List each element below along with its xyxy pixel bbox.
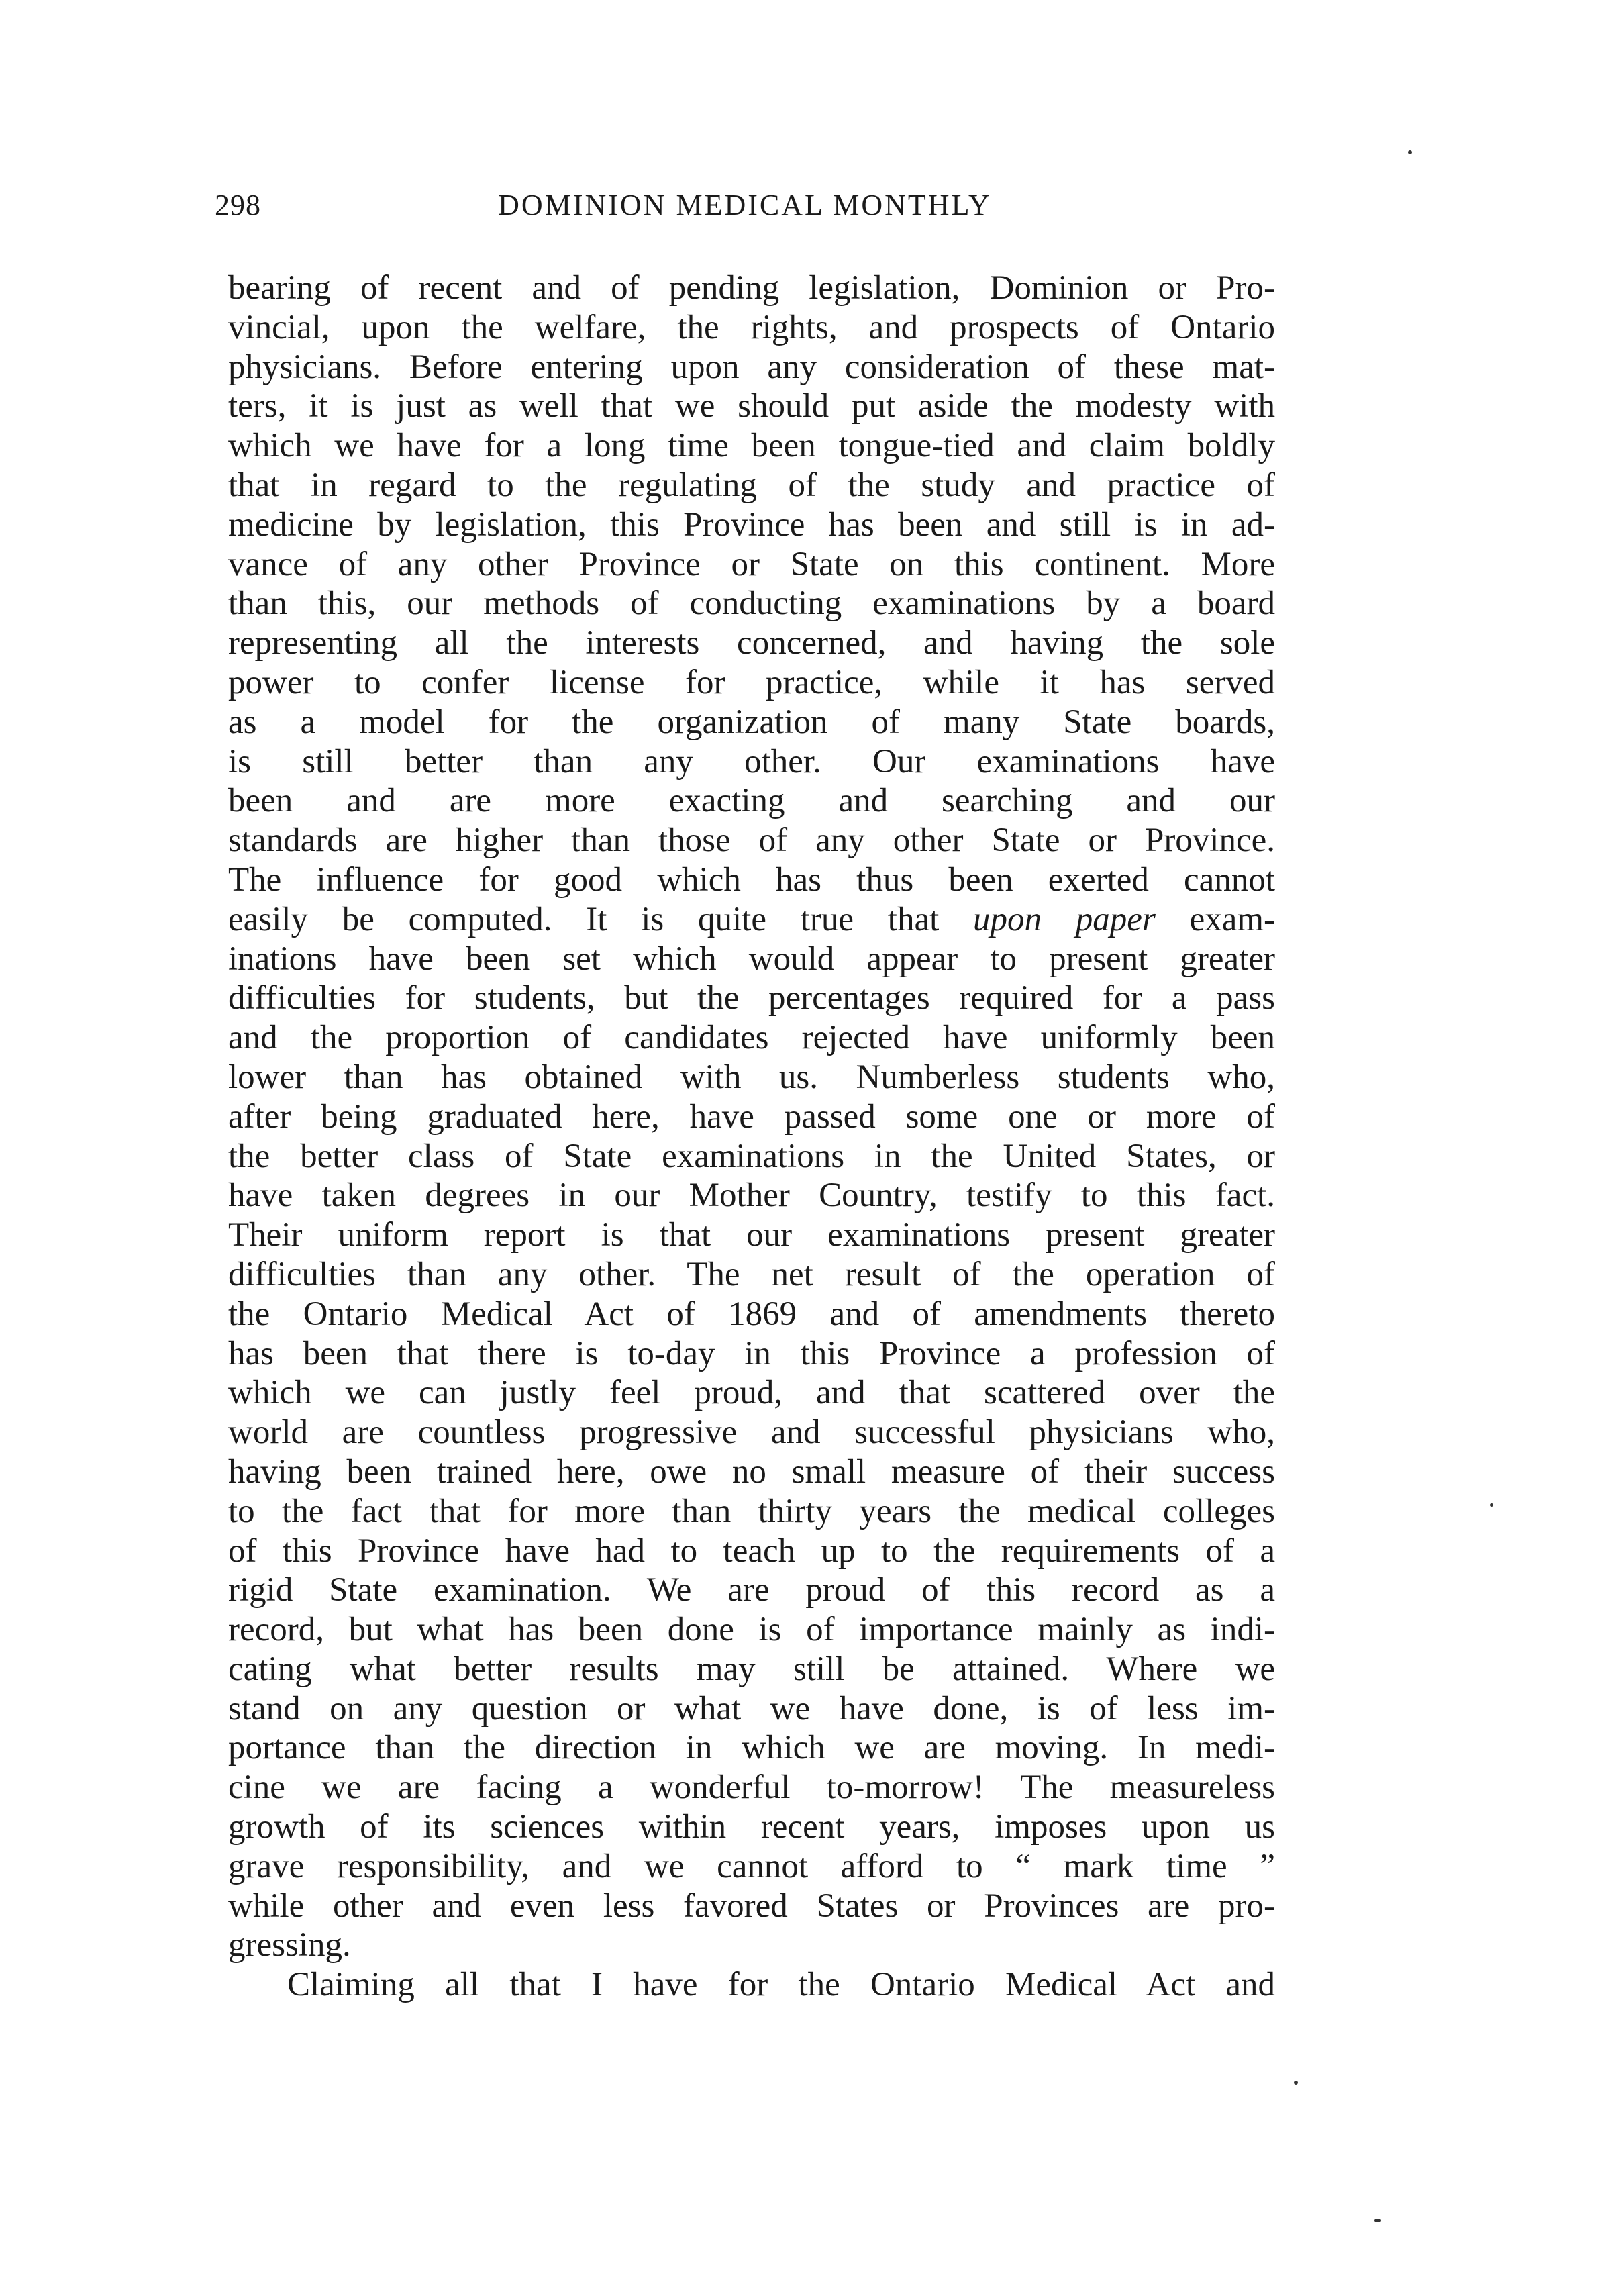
text-line: record, but what has been done is of importance mainly as indi- xyxy=(228,1611,1275,1649)
scan-speck xyxy=(1374,2219,1381,2222)
text-line: the Ontario Medical Act of 1869 and of amendments thereto xyxy=(228,1295,1275,1333)
text-line: after being graduated here, have passed some one or more of xyxy=(228,1097,1275,1136)
text-line: vincial, upon the welfare, the rights, and prospects of Ontario xyxy=(228,308,1275,346)
text-line: which we can justly feel proud, and that scattered over the xyxy=(228,1374,1275,1412)
text-line: cating what better results may still be attained. Where we xyxy=(228,1650,1275,1688)
text-line: have taken degrees in our Mother Country, testify to this fact. xyxy=(228,1177,1275,1215)
text-line: lower than has obtained with us. Numberless students who, xyxy=(228,1058,1275,1096)
text-line: cine we are facing a wonderful to-morrow! The measureless xyxy=(228,1768,1275,1807)
text-line: The influence for good which has thus been exerted cannot xyxy=(228,860,1275,899)
text-line: that in regard to the regulating of the study and practice of xyxy=(228,466,1275,504)
text-line: world are countless progressive and successful physicians who, xyxy=(228,1413,1275,1452)
page-header xyxy=(215,188,1275,235)
scan-speck xyxy=(1294,2081,1298,2085)
text-line: to the fact that for more than thirty years the medical colleges xyxy=(228,1492,1275,1530)
text-line: the better class of State examinations in the United States, or xyxy=(228,1137,1275,1175)
text-line: been and are more exacting and searching and our xyxy=(228,782,1275,820)
text-line: gressing. xyxy=(228,1926,351,1964)
text-line: physicians. Before entering upon any consideration of these mat- xyxy=(228,348,1275,386)
text-line: difficulties than any other. The net result of the operation of xyxy=(228,1255,1275,1293)
text-line: representing all the interests concerned, and having the sole xyxy=(228,624,1275,662)
text-line: vance of any other Province or State on this continent. More xyxy=(228,545,1275,583)
text-line: difficulties for students, but the percentages required for a pass xyxy=(228,979,1275,1017)
text-line: portance than the direction in which we are moving. In medi- xyxy=(228,1729,1275,1767)
text-line: Claiming all that I have for the Ontario Medical Act and xyxy=(287,1966,1275,2004)
body-text xyxy=(228,268,1275,2005)
text-line: as a model for the organization of many State boards, xyxy=(228,703,1275,741)
text-line: bearing of recent and of pending legislation, Dominion or Pro- xyxy=(228,269,1275,307)
text-line: medicine by legislation, this Province has been and still is in ad- xyxy=(228,505,1275,544)
scan-speck xyxy=(1408,150,1412,154)
text-line: has been that there is to-day in this Province a profession of xyxy=(228,1334,1275,1372)
text-line: which we have for a long time been tongue-tied and claim boldly xyxy=(228,427,1275,465)
text-line: easily be computed. It is quite true that upon paper exam- xyxy=(228,900,1275,938)
text-line: rigid State examination. We are proud of this record as a xyxy=(228,1571,1275,1609)
text-line: and the proportion of candidates rejected have uniformly been xyxy=(228,1019,1275,1057)
page-number: 298 xyxy=(215,189,261,221)
scan-speck xyxy=(1490,1503,1493,1507)
text-line: grave responsibility, and we cannot afford to “ mark time ” xyxy=(228,1847,1275,1885)
running-head: DOMINION MEDICAL MONTHLY xyxy=(498,189,992,221)
text-line: Their uniform report is that our examinations present greater xyxy=(228,1216,1275,1254)
text-line: growth of its sciences within recent years, imposes upon us xyxy=(228,1808,1275,1846)
text-line: inations have been set which would appear to present greater xyxy=(228,940,1275,978)
emphasis-text: upon paper xyxy=(973,900,1156,938)
text-line: power to confer license for practice, while it has served xyxy=(228,663,1275,701)
text-line: than this, our methods of conducting examinations by a board xyxy=(228,585,1275,623)
text-line: of this Province have had to teach up to the requirements of a xyxy=(228,1532,1275,1570)
text-line: stand on any question or what we have done, is of less im- xyxy=(228,1689,1275,1728)
text-line: is still better than any other. Our examinations have xyxy=(228,742,1275,781)
text-line: while other and even less favored States or Provinces are pro- xyxy=(228,1887,1275,1925)
text-line: ters, it is just as well that we should put aside the modesty with xyxy=(228,387,1275,426)
text-line: having been trained here, owe no small measure of their success xyxy=(228,1452,1275,1491)
text-line: standards are higher than those of any other State or Province. xyxy=(228,821,1275,860)
